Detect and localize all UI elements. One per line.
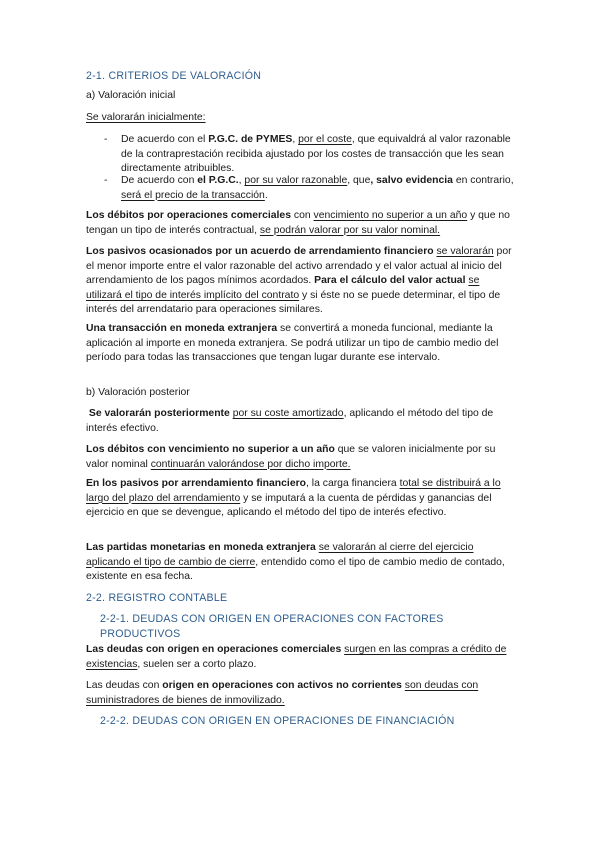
list-item-pymes — [104, 133, 514, 177]
section-heading-registro-contable: 2-2. REGISTRO CONTABLE — [86, 592, 228, 604]
subheading-valoracion-inicial: a) Valoración inicial — [86, 90, 176, 101]
paragraph-debitos-comerciales: Los débitos por operaciones comerciales con vencimiento no superior a un año y que no tengan un tipo de interés contractual, se podrán valorar por su valor nominal. — [86, 210, 510, 236]
intro-text: Se valorarán inicialmente: — [86, 112, 206, 123]
section-heading-factores-productivos: 2-2-1. DEUDAS CON ORIGEN EN OPERACIONES CON FACTORES PRODUCTIVOS — [100, 613, 444, 640]
list-dash: - — [104, 175, 108, 186]
list-item-text: De acuerdo con el P.G.C. de PYMES, por el coste, que equivaldrá al valor razonable de la contraprestación recibida ajustado por los costes de transacción que les sean directamente atribuibles. — [121, 134, 511, 175]
paragraph-arrendamiento: Los pasivos ocasionados por un acuerdo de arrendamiento financiero se valorarán por el menor importe entre el valor razonable del activo arrendado y el valor actual al inicio del arrendamiento de los pagos mínimos acordados. Para el cálculo del valor actual se utilizará el tipo de interés implícito del contrato y si éste no se puede determinar, el tipo de interés del arrendatario para operaciones similares. — [86, 246, 512, 316]
list-item-pgc — [104, 174, 514, 203]
intro-valoracion-inicial — [86, 111, 516, 126]
subheading-valoracion-posterior: b) Valoración posterior — [86, 387, 190, 398]
list-item-text: De acuerdo con el P.G.C., por su valor razonable, que, salvo evidencia en contrario, será el precio de la transacción. — [121, 175, 514, 201]
paragraph-pasivos-arrendamiento: En los pasivos por arrendamiento financiero, la carga financiera total se distribuirá a lo largo del plazo del arrendamiento y se imputará a la cuenta de pérdidas y ganancias del ejercicio en que se devengue, aplicando el método del tipo de interés efectivo. — [86, 478, 501, 519]
paragraph-coste-amortizado: Se valorarán posteriormente por su coste amortizado, aplicando el método del tipo de interés efectivo. — [86, 408, 494, 434]
paragraph-activos-no-corrientes: Las deudas con origen en operaciones con activos no corrientes son deudas con suministradores de bienes de inmovilizado. — [86, 680, 479, 706]
paragraph-moneda-extranjera: Una transacción en moneda extranjera se convertirá a moneda funcional, mediante la aplicación al importe en moneda extranjera. Se podrá utilizar un tipo de cambio medio del período para todas las transacciones que tengan lugar durante ese intervalo. — [86, 323, 499, 364]
section-heading-criterios: 2-1. CRITERIOS DE VALORACIÓN — [86, 70, 262, 82]
paragraph-debitos-vencimiento: Los débitos con vencimiento no superior a un año que se valoren inicialmente por su valor nominal continuarán valorándose por dicho importe. — [86, 444, 496, 470]
paragraph-partidas-monetarias: Las partidas monetarias en moneda extranjera se valorarán al cierre del ejercicio aplicando el tipo de cambio de cierre, entendido como el tipo de cambio medio de contado, existente en esa fecha. — [86, 542, 505, 583]
paragraph-deudas-comerciales: Las deudas con origen en operaciones comerciales surgen en las compras a crédito de existencias, suelen ser a corto plazo. — [86, 644, 507, 670]
section-heading-financiacion: 2-2-2. DEUDAS CON ORIGEN EN OPERACIONES DE FINANCIACIÓN — [100, 715, 455, 727]
list-dash: - — [104, 134, 108, 145]
